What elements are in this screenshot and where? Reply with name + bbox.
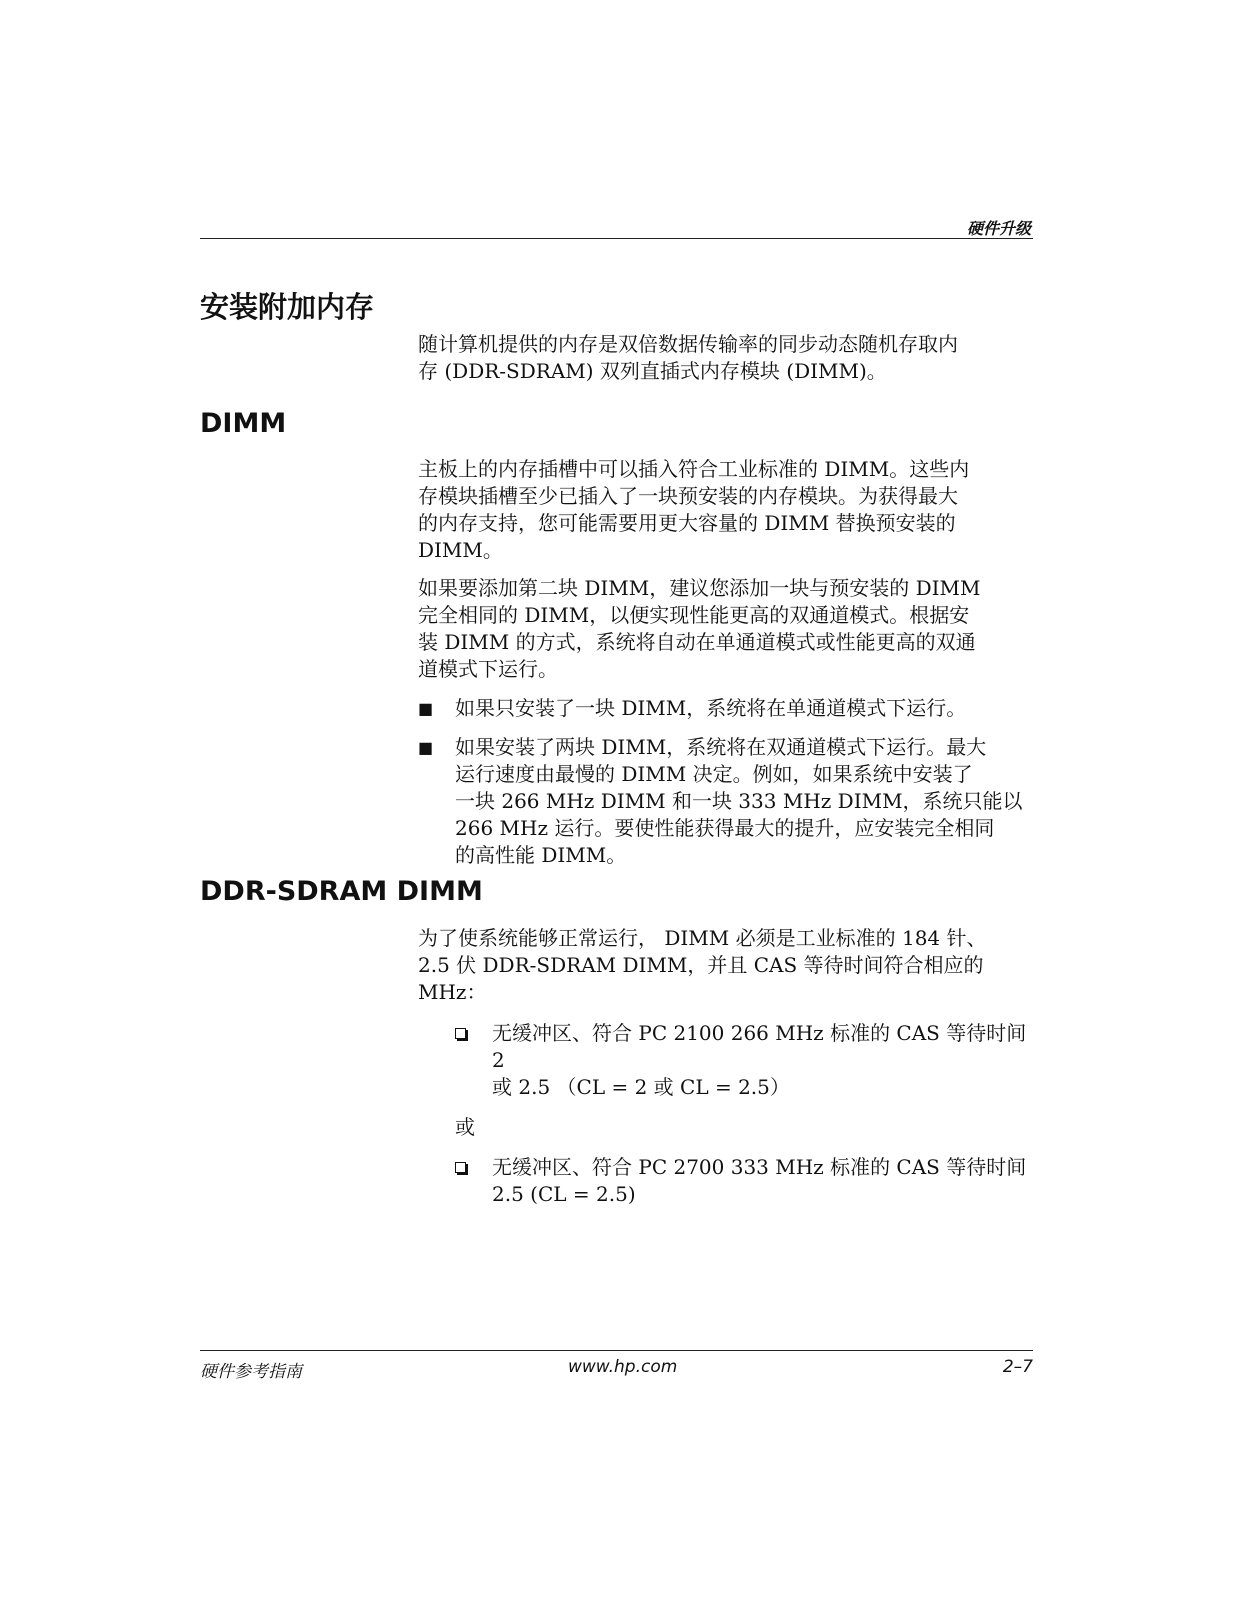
text-line: 的内存支持，您可能需要用更大容量的 DIMM 替换预安装的 <box>418 511 956 535</box>
text-line: 如果只安装了一块 DIMM，系统将在单通道模式下运行。 <box>455 696 967 720</box>
text-line: 如果要添加第二块 DIMM，建议您添加一块与预安装的 DIMM <box>418 576 981 600</box>
running-header-title: 硬件升级 <box>966 219 1031 238</box>
text-line: 一块 266 MHz DIMM 和一块 333 MHz DIMM，系统只能以 <box>455 789 1023 813</box>
checkbox-bullet-icon <box>455 1162 466 1173</box>
footer-page-number: 2–7 <box>1002 1357 1033 1377</box>
text-line: 装 DIMM 的方式，系统将自动在单通道模式或性能更高的双通 <box>418 630 976 654</box>
text-line: 如果安装了两块 DIMM，系统将在双通道模式下运行。最大 <box>455 735 987 759</box>
section-title-ddr-sdram-dimm: DDR-SDRAM DIMM <box>200 876 483 907</box>
text-line: 2.5 (CL = 2.5) <box>492 1182 636 1206</box>
square-bullet-icon: ■ <box>418 699 434 718</box>
text-line: 无缓冲区、符合 PC 2700 333 MHz 标准的 CAS 等待时间 <box>492 1155 1027 1179</box>
ddr-section-body <box>418 925 1036 1208</box>
text-line: 主板上的内存插槽中可以插入符合工业标准的 DIMM。这些内 <box>418 457 970 481</box>
section-title-install-memory: 安装附加内存 <box>200 290 375 324</box>
intro-line: 随计算机提供的内存是双倍数据传输率的同步动态随机存取内 <box>418 332 958 356</box>
text-line: 完全相同的 DIMM，以便实现性能更高的双通道模式。根据安 <box>418 603 970 627</box>
square-bullet-icon: ■ <box>418 738 434 757</box>
option-item <box>455 1154 1036 1208</box>
text-line: 为了使系统能够正常运行， DIMM 必须是工业标准的 184 针、 <box>418 926 987 950</box>
header-rule <box>200 238 1033 239</box>
text-line: DIMM。 <box>418 538 503 562</box>
intro-line: 存 (DDR-SDRAM) 双列直插式内存模块 (DIMM)。 <box>418 359 887 383</box>
bullet-item <box>418 734 1036 869</box>
dimm-section-body <box>418 456 1036 869</box>
text-line: 道模式下运行。 <box>418 657 558 681</box>
text-line: 或 2.5 （CL = 2 或 CL = 2.5） <box>492 1075 790 1099</box>
or-text: 或 <box>455 1115 475 1139</box>
checkbox-bullet-icon <box>455 1028 466 1039</box>
dimm-paragraph-2 <box>418 575 1036 683</box>
text-line: MHz： <box>418 980 487 1004</box>
dimm-paragraph-1 <box>418 456 1036 564</box>
ddr-paragraph <box>418 925 1036 1006</box>
text-line: 无缓冲区、符合 PC 2100 266 MHz 标准的 CAS 等待时间 2 <box>492 1021 1027 1072</box>
footer-guide-title: 硬件参考指南 <box>200 1362 302 1382</box>
text-line: 的高性能 DIMM。 <box>455 843 627 867</box>
option-item <box>455 1020 1036 1101</box>
text-line: 2.5 伏 DDR-SDRAM DIMM，并且 CAS 等待时间符合相应的 <box>418 953 984 977</box>
footer-rule <box>200 1350 1033 1351</box>
intro-paragraph <box>418 331 1036 385</box>
footer-website: www.hp.com <box>568 1357 678 1377</box>
section-title-dimm: DIMM <box>200 408 287 439</box>
bullet-item <box>418 695 1036 722</box>
text-line: 运行速度由最慢的 DIMM 决定。例如，如果系统中安装了 <box>455 762 973 786</box>
text-line: 存模块插槽至少已插入了一块预安装的内存模块。为获得最大 <box>418 484 958 508</box>
text-line: 266 MHz 运行。要使性能获得最大的提升，应安装完全相同 <box>455 816 995 840</box>
